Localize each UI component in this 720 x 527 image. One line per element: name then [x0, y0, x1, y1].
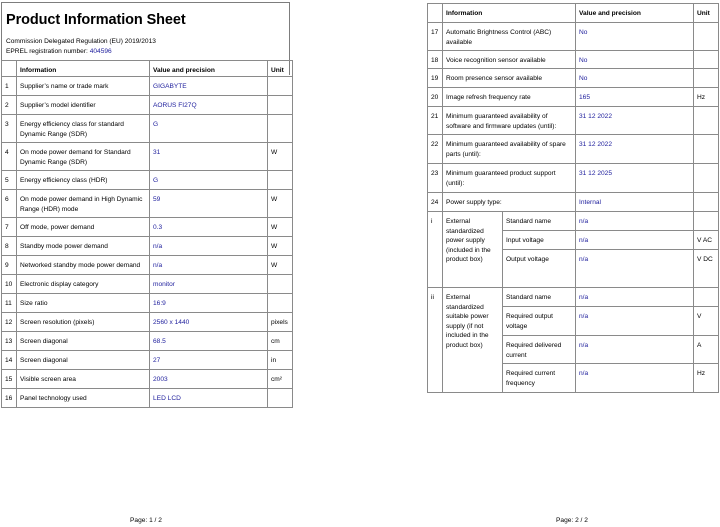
row-number: 20: [428, 88, 443, 107]
row-information: Energy efficiency class (HDR): [17, 171, 150, 190]
eprel-number: 404596: [89, 48, 112, 55]
row-information: Image refresh frequency rate: [443, 88, 576, 107]
row-information: Minimum guaranteed product support (until):: [443, 164, 576, 193]
row-information: Screen diagonal: [17, 332, 150, 351]
row-unit: cm²: [268, 370, 293, 389]
row-number: 3: [2, 115, 17, 143]
page-number: Page: 1 / 2: [130, 517, 162, 524]
row-unit: cm: [268, 332, 293, 351]
table-header-row: [428, 4, 719, 23]
product-info-table-page-1: [1, 60, 293, 408]
row-unit: in: [268, 351, 293, 370]
row-unit: [694, 107, 719, 135]
row-unit: [268, 294, 293, 313]
row-unit: [268, 96, 293, 115]
table-row: [428, 23, 719, 51]
table-row: [428, 107, 719, 135]
table-row: [2, 115, 293, 143]
row-number: 1: [2, 77, 17, 96]
row-number: 2: [2, 96, 17, 115]
page-2: [427, 0, 719, 527]
table-row: [2, 275, 293, 294]
header-unit: Unit: [268, 61, 293, 77]
parameter-unit: A: [694, 336, 719, 364]
parameter-value: n/a: [576, 288, 694, 307]
table-row: [2, 256, 293, 275]
row-information: Visible screen area: [17, 370, 150, 389]
parameter-unit: V: [694, 307, 719, 336]
row-number: 11: [2, 294, 17, 313]
row-unit: Hz: [694, 88, 719, 107]
table-row: [2, 218, 293, 237]
row-value: 31 12 2025: [576, 164, 694, 193]
row-number: 22: [428, 135, 443, 164]
table-row: [428, 193, 719, 212]
row-unit: [268, 77, 293, 96]
regulation-text: Commission Delegated Regulation (EU) 2019/2013: [6, 38, 156, 45]
parameter-name: Required output voltage: [503, 307, 576, 336]
row-information: Minimum guaranteed availability of software and firmware updates (until):: [443, 107, 576, 135]
row-number: 24: [428, 193, 443, 212]
table-row: [2, 171, 293, 190]
table-row: [2, 294, 293, 313]
row-unit: [268, 389, 293, 408]
row-value: monitor: [150, 275, 268, 294]
header-no: [2, 61, 17, 77]
external-psu-number: i: [428, 212, 443, 288]
parameter-name: Standard name: [503, 288, 576, 307]
row-unit: [268, 275, 293, 294]
row-unit: W: [268, 190, 293, 218]
suitable-psu-number: ii: [428, 288, 443, 393]
row-unit: W: [268, 237, 293, 256]
row-number: 17: [428, 23, 443, 51]
page-number: Page: 2 / 2: [556, 517, 588, 524]
row-value: No: [576, 69, 694, 88]
row-value: G: [150, 171, 268, 190]
parameter-name: Output voltage: [503, 250, 576, 288]
row-number: 8: [2, 237, 17, 256]
row-value: LED LCD: [150, 389, 268, 408]
row-value: 2560 x 1440: [150, 313, 268, 332]
row-unit: [694, 164, 719, 193]
parameter-unit: V AC: [694, 231, 719, 250]
row-information: Screen diagonal: [17, 351, 150, 370]
header-unit: Unit: [694, 4, 719, 23]
suitable-psu-row: [428, 288, 719, 307]
table-row: [428, 88, 719, 107]
sheet-title: Product Information Sheet: [6, 12, 186, 28]
parameter-value: n/a: [576, 212, 694, 231]
table-row: [2, 313, 293, 332]
row-unit: [694, 69, 719, 88]
table-row: [2, 389, 293, 408]
row-information: Standby mode power demand: [17, 237, 150, 256]
row-number: 9: [2, 256, 17, 275]
row-number: 4: [2, 143, 17, 171]
row-information: Power supply type:: [443, 193, 576, 212]
row-unit: [268, 171, 293, 190]
row-number: 15: [2, 370, 17, 389]
row-value: 31 12 2022: [576, 135, 694, 164]
row-information: Voice recognition sensor available: [443, 51, 576, 69]
row-unit: W: [268, 256, 293, 275]
row-information: Screen resolution (pixels): [17, 313, 150, 332]
external-psu-row: [428, 212, 719, 231]
row-information: Panel technology used: [17, 389, 150, 408]
row-number: 6: [2, 190, 17, 218]
row-value: 165: [576, 88, 694, 107]
row-information: Room presence sensor available: [443, 69, 576, 88]
row-value: 59: [150, 190, 268, 218]
row-information: On mode power demand for Standard Dynamic Range (SDR): [17, 143, 150, 171]
row-number: 5: [2, 171, 17, 190]
row-value: No: [576, 51, 694, 69]
row-number: 13: [2, 332, 17, 351]
eprel-line: [6, 48, 112, 55]
table-row: [2, 96, 293, 115]
row-number: 16: [2, 389, 17, 408]
row-number: 12: [2, 313, 17, 332]
header-information: Information: [443, 4, 576, 23]
row-information: Energy efficiency class for standard Dynamic Range (SDR): [17, 115, 150, 143]
header-value: Value and precision: [150, 61, 268, 77]
row-number: 10: [2, 275, 17, 294]
table-header-row: [2, 61, 293, 77]
parameter-value: n/a: [576, 231, 694, 250]
row-information: On mode power demand in High Dynamic Range (HDR) mode: [17, 190, 150, 218]
table-row: [428, 164, 719, 193]
parameter-value: n/a: [576, 307, 694, 336]
table-row: [2, 143, 293, 171]
parameter-value: n/a: [576, 250, 694, 288]
row-number: 23: [428, 164, 443, 193]
row-unit: [268, 115, 293, 143]
row-information: Minimum guaranteed availability of spare parts (until):: [443, 135, 576, 164]
table-row: [428, 135, 719, 164]
parameter-unit: [694, 212, 719, 231]
table-row: [2, 351, 293, 370]
row-unit: [694, 51, 719, 69]
row-value: GIGABYTE: [150, 77, 268, 96]
external-psu-label: External standardized power supply (included in the product box): [443, 212, 503, 288]
row-unit: [694, 193, 719, 212]
table-row: [428, 69, 719, 88]
row-information: Supplier’s name or trade mark: [17, 77, 150, 96]
product-info-table-page-2: [427, 3, 719, 393]
table-row: [2, 190, 293, 218]
row-information: Supplier’s model identifier: [17, 96, 150, 115]
row-information: Off mode, power demand: [17, 218, 150, 237]
row-number: 21: [428, 107, 443, 135]
row-number: 14: [2, 351, 17, 370]
parameter-unit: V DC: [694, 250, 719, 288]
table-row: [2, 77, 293, 96]
row-unit: W: [268, 218, 293, 237]
eprel-label: EPREL registration number:: [6, 48, 88, 55]
table-row: [2, 332, 293, 351]
parameter-name: Input voltage: [503, 231, 576, 250]
row-value: n/a: [150, 256, 268, 275]
row-value: 0.3: [150, 218, 268, 237]
row-value: 27: [150, 351, 268, 370]
page-1: [1, 0, 293, 527]
row-value: G: [150, 115, 268, 143]
row-unit: W: [268, 143, 293, 171]
parameter-value: n/a: [576, 336, 694, 364]
row-information: Networked standby mode power demand: [17, 256, 150, 275]
header-information: Information: [17, 61, 150, 77]
header-value: Value and precision: [576, 4, 694, 23]
row-unit: pixels: [268, 313, 293, 332]
parameter-name: Required current frequency: [503, 364, 576, 393]
row-information: Automatic Brightness Control (ABC) available: [443, 23, 576, 51]
row-value: No: [576, 23, 694, 51]
parameter-value: n/a: [576, 364, 694, 393]
table-row: [428, 51, 719, 69]
row-information: Electronic display category: [17, 275, 150, 294]
parameter-name: Required delivered current: [503, 336, 576, 364]
row-number: 18: [428, 51, 443, 69]
parameter-unit: Hz: [694, 364, 719, 393]
row-unit: [694, 23, 719, 51]
row-information: Size ratio: [17, 294, 150, 313]
row-value: n/a: [150, 237, 268, 256]
suitable-psu-label: External standardized suitable power supply (if not included in the product box): [443, 288, 503, 393]
row-value: 31: [150, 143, 268, 171]
row-value: 31 12 2022: [576, 107, 694, 135]
table-row: [2, 237, 293, 256]
row-value: 2003: [150, 370, 268, 389]
row-value: 16:9: [150, 294, 268, 313]
parameter-name: Standard name: [503, 212, 576, 231]
row-value: AORUS FI27Q: [150, 96, 268, 115]
row-unit: [694, 135, 719, 164]
row-value: 68.5: [150, 332, 268, 351]
header-no: [428, 4, 443, 23]
parameter-unit: [694, 288, 719, 307]
row-number: 19: [428, 69, 443, 88]
row-value: Internal: [576, 193, 694, 212]
row-number: 7: [2, 218, 17, 237]
table-row: [2, 370, 293, 389]
